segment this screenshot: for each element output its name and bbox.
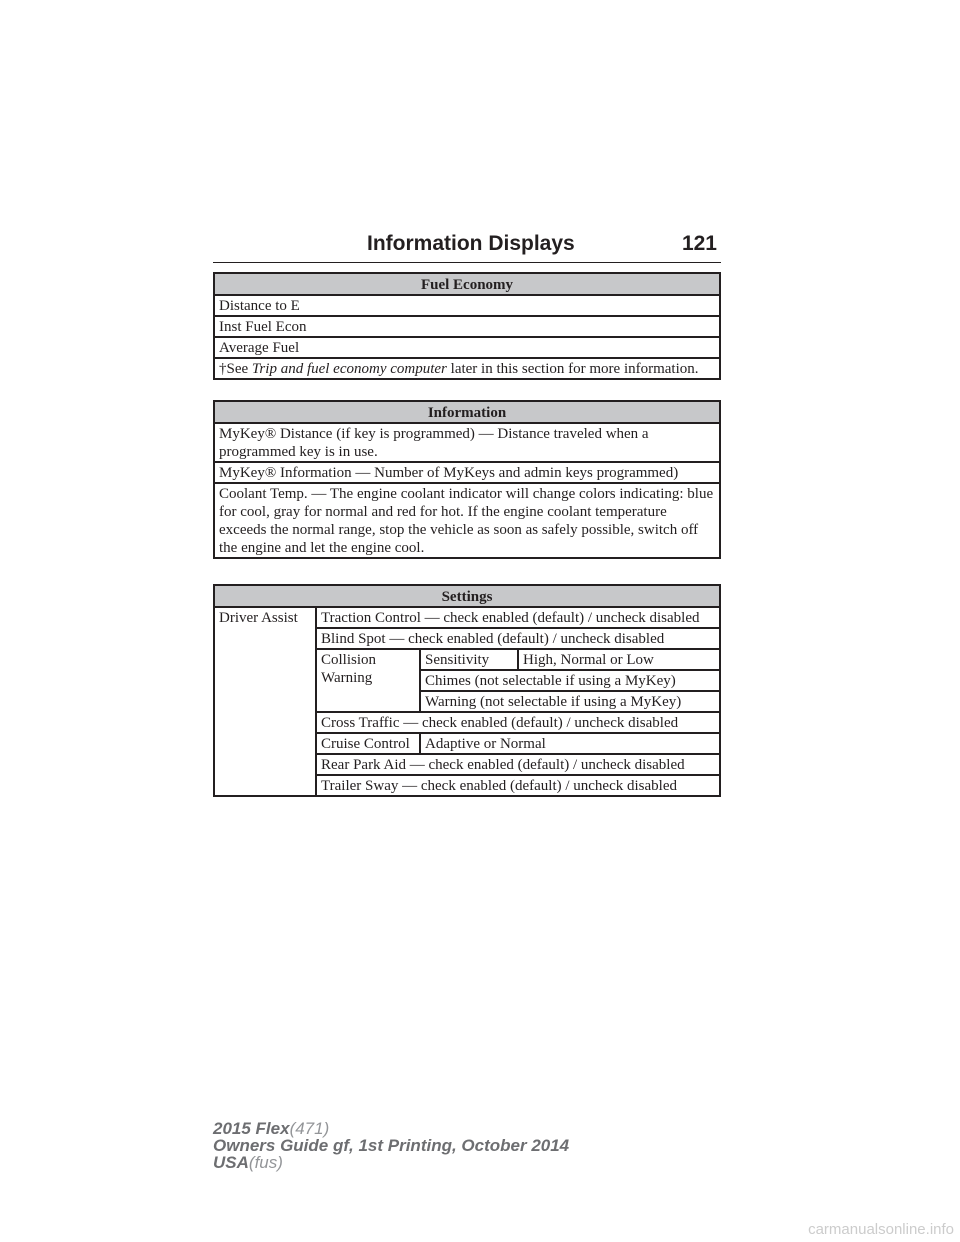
table-row: Distance to E bbox=[214, 295, 720, 316]
warning-row: Warning (not selectable if using a MyKey) bbox=[420, 691, 720, 712]
chimes-row: Chimes (not selectable if using a MyKey) bbox=[420, 670, 720, 691]
table-row: Blind Spot — check enabled (default) / uncheck disabled bbox=[316, 628, 720, 649]
table-row: Average Fuel bbox=[214, 337, 720, 358]
collision-warning-label: Collision Warning bbox=[316, 649, 420, 712]
table-row: MyKey® Distance (if key is programmed) — Distance traveled when a programmed key is in use. bbox=[214, 423, 720, 462]
page-header bbox=[213, 230, 721, 263]
note-suffix: later in this section for more information. bbox=[446, 361, 699, 377]
cruise-control-value: Adaptive or Normal bbox=[420, 733, 720, 754]
footer-model-code: (471) bbox=[289, 1119, 330, 1138]
table-row: Inst Fuel Econ bbox=[214, 316, 720, 337]
page-footer bbox=[213, 1120, 569, 1171]
footer-region: USA bbox=[213, 1153, 249, 1172]
information-table bbox=[213, 400, 721, 559]
sensitivity-value: High, Normal or Low bbox=[518, 649, 720, 670]
table-row: Cross Traffic — check enabled (default) / uncheck disabled bbox=[316, 712, 720, 733]
footer-region-code: (fus) bbox=[248, 1153, 283, 1172]
table-row: Traction Control — check enabled (default) / uncheck disabled bbox=[316, 607, 720, 628]
table-row: Rear Park Aid — check enabled (default) / uncheck disabled bbox=[316, 754, 720, 775]
information-heading: Information bbox=[214, 401, 720, 423]
section-title: Information Displays bbox=[367, 232, 575, 255]
fuel-economy-table bbox=[213, 272, 721, 380]
table-row: MyKey® Information — Number of MyKeys and admin keys programmed) bbox=[214, 462, 720, 483]
cruise-control-label: Cruise Control bbox=[316, 733, 420, 754]
settings-table bbox=[213, 584, 721, 797]
settings-heading: Settings bbox=[214, 585, 720, 607]
fuel-economy-note bbox=[214, 358, 720, 379]
watermark: carmanualsonline.info bbox=[808, 1221, 954, 1238]
note-link-text: Trip and fuel economy computer bbox=[251, 361, 447, 377]
table-row: Coolant Temp. — The engine coolant indicator will change colors indicating: blue for cool, gray for normal and red for hot. If the engine coolant temperature exceeds the normal range, stop the vehicle as soon as safely possible, switch off the engine and let the engine cool. bbox=[214, 483, 720, 558]
footer-model: 2015 Flex bbox=[213, 1119, 290, 1138]
page-number: 121 bbox=[681, 232, 717, 255]
footer-guide: Owners Guide gf, 1st Printing, October 2014 bbox=[213, 1136, 570, 1155]
sensitivity-label: Sensitivity bbox=[420, 649, 518, 670]
note-prefix: †See bbox=[219, 361, 252, 377]
fuel-economy-heading: Fuel Economy bbox=[214, 273, 720, 295]
table-row: Trailer Sway — check enabled (default) / uncheck disabled bbox=[316, 775, 720, 796]
driver-assist-label: Driver Assist bbox=[214, 607, 316, 796]
